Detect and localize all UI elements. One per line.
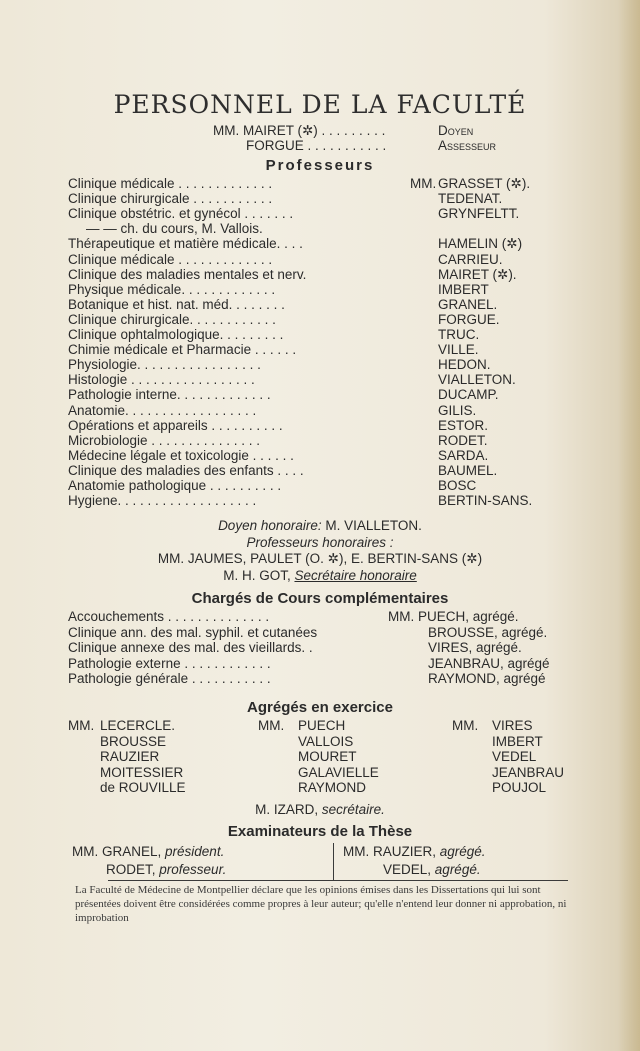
- agrege-name: VIRES: [492, 718, 533, 733]
- agrege-name: VALLOIS: [298, 733, 354, 749]
- agrege-name: LECERCLE.: [100, 718, 176, 733]
- doyen-honoraire: [0, 518, 640, 533]
- secretaire-honoraire-name: M. H. GOT,: [223, 568, 291, 583]
- note-rule: [108, 880, 568, 881]
- agrege-name: MOITESSIER: [100, 764, 184, 780]
- examinateur-right-1: [343, 844, 486, 859]
- professeur-name: GILIS.: [438, 402, 477, 418]
- professeur-name: GRYNFELTT.: [438, 206, 520, 222]
- agrege-name: IMBERT: [492, 733, 543, 749]
- professeur-subject: Clinique ophtalmologique. . . . . . . . .: [68, 327, 284, 342]
- charge-subject: Pathologie externe . . . . . . . . . . . .: [68, 655, 271, 671]
- page-title: PERSONNEL DE LA FACULTÉ: [113, 90, 527, 119]
- professeur-subject: — — ch. du cours, M. Vallois.: [86, 221, 263, 237]
- professeurs-honoraires-names: MM. JAUMES, PAULET (O. ✲), E. BERTIN-SANS (✲): [157, 551, 483, 566]
- agrege-name: BROUSSE: [100, 733, 167, 749]
- professeur-subject: Clinique chirurgicale . . . . . . . . . . .: [68, 191, 273, 207]
- agrege-name: RAYMOND: [298, 780, 367, 795]
- examinateur-name: MM. GRANEL,: [72, 844, 162, 859]
- professeur-name: TEDENAT.: [438, 191, 503, 207]
- mm-prefix: MM.: [68, 718, 95, 733]
- charge-name: VIRES, agrégé.: [428, 640, 522, 655]
- secretaire-honoraire-label: Secrétaire honoraire: [294, 568, 417, 583]
- professeur-name: BOSC: [438, 478, 477, 493]
- examinateur-role: agrégé.: [439, 844, 486, 859]
- examinateurs-divider: [333, 843, 334, 881]
- examinateur-left-2: [106, 862, 226, 877]
- charge-subject: Clinique annexe des mal. des vieillards. .: [68, 640, 313, 655]
- assesseur-role: Assesseur: [438, 138, 497, 153]
- secretaire-honoraire: [0, 568, 640, 583]
- professeur-name: CARRIEU.: [438, 251, 503, 267]
- mm-prefix: MM.: [410, 176, 437, 191]
- mm-prefix: MM.: [388, 609, 415, 624]
- professeur-subject: Clinique médicale . . . . . . . . . . . . .: [68, 251, 273, 267]
- examinateur-left-1: [72, 844, 224, 859]
- examinateur-right-2: [383, 862, 481, 877]
- professeur-subject: Chimie médicale et Pharmacie . . . . . .: [68, 342, 297, 358]
- professeur-name: FORGUE.: [438, 311, 500, 327]
- agreges-secretaire: [0, 802, 640, 817]
- charge-subject: Accouchements . . . . . . . . . . . . . .: [68, 609, 270, 624]
- assesseur-line: FORGUE . . . . . . . . . . .: [246, 138, 387, 153]
- professeur-subject: Histologie . . . . . . . . . . . . . . . . .: [68, 372, 255, 388]
- professeur-name: MAIRET (✲).: [438, 266, 517, 282]
- professeur-name: TRUC.: [438, 327, 480, 342]
- professeur-subject: Hygiene. . . . . . . . . . . . . . . . . . .: [68, 493, 257, 509]
- professeur-subject: Botanique et hist. nat. méd. . . . . . . .: [68, 296, 285, 312]
- professeur-name: BAUMEL.: [438, 462, 498, 478]
- professeur-subject: Médecine légale et toxicologie . . . . . .: [68, 447, 294, 463]
- professeur-name: SARDA.: [438, 447, 489, 463]
- doyen-honoraire-name: M. VIALLETON.: [325, 518, 422, 533]
- professeur-subject: Clinique obstétric. et gynécol . . . . . . .: [68, 206, 294, 222]
- charge-name: PUECH, agrégé.: [418, 609, 519, 624]
- agreges-secretaire-name: M. IZARD,: [255, 802, 319, 817]
- charge-name: RAYMOND, agrégé: [428, 671, 546, 686]
- agreges-heading: Agrégés en exercice: [247, 699, 393, 716]
- professeur-subject: Clinique chirurgicale. . . . . . . . . . . .: [68, 311, 276, 327]
- agrege-name: GALAVIELLE: [298, 764, 379, 780]
- examinateur-name: VEDEL,: [383, 862, 432, 877]
- faculty-disclaimer: La Faculté de Médecine de Montpellier déclare que les opinions émises dans les Dissertations qui lui sont présentées doivent être considérées comme propres à leur auteur; qu'elle n'entend leur donner ni approbation, ni improbation: [75, 884, 567, 924]
- examinateur-role: agrégé.: [434, 862, 481, 877]
- professeur-name: VILLE.: [438, 342, 479, 358]
- professeur-subject: Anatomie. . . . . . . . . . . . . . . . . .: [68, 402, 257, 418]
- examinateur-role: professeur.: [159, 862, 227, 877]
- charge-name: BROUSSE, agrégé.: [428, 624, 548, 640]
- professeur-subject: Opérations et appareils . . . . . . . . . .: [68, 417, 283, 433]
- professeur-name: GRANEL.: [438, 296, 498, 312]
- professeurs-honoraires-label: Professeurs honoraires :: [246, 535, 394, 550]
- charge-subject: Clinique ann. des mal. syphil. et cutanées: [68, 624, 318, 640]
- professeurs-heading: Professeurs: [265, 157, 375, 174]
- agrege-name: RAUZIER: [100, 749, 160, 764]
- examinateurs-heading: Examinateurs de la Thèse: [227, 823, 413, 840]
- professeur-subject: Pathologie interne. . . . . . . . . . . . .: [68, 387, 271, 403]
- mm-prefix: MM.: [258, 718, 285, 733]
- professeur-name: RODET.: [438, 432, 488, 448]
- mm-prefix: MM.: [452, 718, 479, 733]
- doyen-role: Doyen: [438, 123, 474, 138]
- agrege-name: JEANBRAU: [492, 764, 565, 780]
- charge-name: JEANBRAU, agrégé: [428, 655, 550, 671]
- professeur-subject: Microbiologie . . . . . . . . . . . . . . .: [68, 432, 261, 448]
- professeur-subject: Clinique médicale . . . . . . . . . . . . .: [68, 176, 273, 191]
- professeur-subject: Clinique des maladies des enfants . . . .: [68, 462, 304, 478]
- professeur-subject: Thérapeutique et matière médicale. . . .: [68, 236, 303, 252]
- professeur-name: BERTIN-SANS.: [438, 493, 533, 509]
- professeur-name: DUCAMP.: [438, 387, 499, 403]
- agreges-secretaire-label: secrétaire.: [321, 802, 385, 817]
- professeur-subject: Clinique des maladies mentales et nerv.: [68, 266, 307, 282]
- agrege-name: POUJOL: [492, 780, 547, 795]
- agrege-name: MOURET: [298, 749, 357, 764]
- agrege-name: PUECH: [298, 718, 346, 733]
- professeur-name: ESTOR.: [438, 417, 489, 433]
- professeur-name: VIALLETON.: [438, 372, 516, 388]
- agrege-name: de ROUVILLE: [100, 780, 186, 795]
- charges-heading: Chargés de Cours complémentaires: [191, 590, 449, 607]
- professeur-name: GRASSET (✲).: [438, 176, 531, 191]
- professeur-subject: Anatomie pathologique . . . . . . . . . .: [68, 478, 282, 493]
- professeur-name: HAMELIN (✲): [438, 236, 523, 252]
- examinateur-role: président.: [165, 844, 225, 859]
- charge-subject: Pathologie générale . . . . . . . . . . .: [68, 671, 271, 686]
- professeur-name: IMBERT: [438, 281, 489, 297]
- doyen-line: MM. MAIRET (✲) . . . . . . . . .: [213, 123, 386, 138]
- professeur-subject: Physique médicale. . . . . . . . . . . . .: [68, 281, 276, 297]
- doyen-honoraire-label: Doyen honoraire:: [218, 518, 322, 533]
- examinateur-name: RODET,: [106, 862, 156, 877]
- examinateur-name: MM. RAUZIER,: [343, 844, 436, 859]
- professeur-name: HEDON.: [438, 357, 491, 373]
- professeur-subject: Physiologie. . . . . . . . . . . . . . . . .: [68, 357, 261, 373]
- agrege-name: VEDEL: [492, 749, 537, 764]
